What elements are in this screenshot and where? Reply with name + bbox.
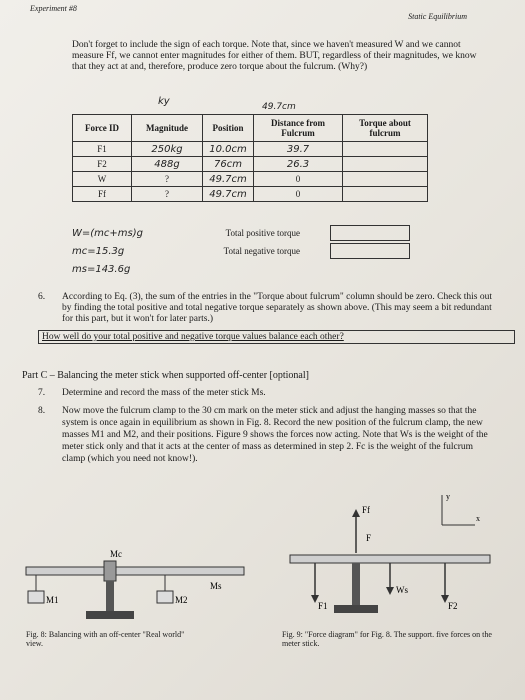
- label-f1: F1: [318, 601, 328, 611]
- step-text: Determine and record the mass of the meter stick Ms.: [62, 388, 266, 398]
- cell-id: W: [73, 172, 132, 187]
- header-topic: Static Equilibrium: [408, 12, 467, 21]
- cell-pos: 76cm: [203, 157, 254, 172]
- cell-torque[interactable]: [343, 142, 428, 157]
- question-text: How well do your total positive and negative torque values balance each other?: [42, 332, 344, 342]
- support-base: [334, 605, 378, 613]
- question-box[interactable]: [38, 330, 515, 344]
- col-magnitude: Magnitude: [132, 115, 203, 142]
- col-distance: Distance from Fulcrum: [254, 115, 343, 142]
- label-ws: Ws: [396, 585, 408, 595]
- step-number: 6.: [38, 292, 46, 302]
- cell-torque[interactable]: [343, 187, 428, 202]
- cell-mag: ?: [132, 187, 203, 202]
- table-row: [73, 187, 428, 202]
- label-x: x: [476, 514, 480, 523]
- cell-id: Ff: [73, 187, 132, 202]
- handwritten-mc: mc=15.3g: [72, 245, 125, 257]
- step-7: [38, 388, 266, 398]
- figure-8-diagram: [20, 535, 250, 635]
- cell-mag: 250kg: [132, 142, 203, 157]
- total-negative-input[interactable]: [330, 243, 410, 259]
- total-negative-label: Total negative torque: [223, 245, 300, 256]
- support-base: [86, 611, 134, 619]
- label-f2: F2: [448, 601, 458, 611]
- cell-pos: 49.7cm: [203, 187, 254, 202]
- col-position: Position: [203, 115, 254, 142]
- label-f: F: [366, 533, 372, 543]
- cell-mag: ?: [132, 172, 203, 187]
- table-row: [73, 142, 428, 157]
- label-ms: Ms: [210, 581, 222, 591]
- cell-torque[interactable]: [343, 157, 428, 172]
- meter-stick: [26, 567, 244, 575]
- table-row: [73, 157, 428, 172]
- handwritten-center: 49.7cm: [262, 102, 296, 112]
- cell-mag: 488g: [132, 157, 203, 172]
- label-y: y: [446, 492, 450, 501]
- cell-torque[interactable]: [343, 172, 428, 187]
- step-6: [38, 292, 496, 325]
- cell-id: F2: [73, 157, 132, 172]
- cell-id: F1: [73, 142, 132, 157]
- fulcrum-clamp: [104, 561, 116, 581]
- step-8: [38, 405, 498, 465]
- table-row: [73, 172, 428, 187]
- support-post: [352, 563, 360, 605]
- step-text: Now move the fulcrum clamp to the 30 cm mark on the meter stick and adjust the hanging masses so that the system is once again in equilibrium as shown in Fig. 8. Record the new position of the fulcrum clamp, the new masses M1 and M2, and their positions. Figure 9 shows the forces now acting. Note that Ws is the weight of the meter stick only and that it acts at the center of mass as determined in step 2. Fc is the weight of the fulcrum clamp (which you need not know!).: [62, 406, 488, 464]
- col-torque: Torque about fulcrum: [343, 115, 428, 142]
- torque-table: [72, 114, 428, 202]
- meter-stick: [290, 555, 490, 563]
- cell-dist: 0: [254, 172, 343, 187]
- arrow-ws-head: [386, 587, 394, 595]
- handwritten-ms: ms=143.6g: [72, 263, 131, 275]
- totals-block: [72, 224, 410, 278]
- col-force-id: Force ID: [73, 115, 132, 142]
- total-positive-label: Total positive torque: [225, 227, 300, 238]
- figure-8-caption: Fig. 8: Balancing with an off-center "Real world" view.: [26, 630, 185, 648]
- label-m2: M2: [175, 595, 188, 605]
- arrow-ff-head: [352, 509, 360, 517]
- part-c-heading: Part C – Balancing the meter stick when supported off-center [optional]: [22, 370, 309, 381]
- cell-dist: 0: [254, 187, 343, 202]
- table-header-row: [73, 115, 428, 142]
- cell-dist: 26.3: [254, 157, 343, 172]
- cell-pos: 49.7cm: [203, 172, 254, 187]
- step-text: According to Eq. (3), the sum of the entries in the "Torque about fulcrum" column should be zero. Check this out by finding the total positive and total negative torque separately as shown above. (This may seem a bit redundant for this part, but it won't for later parts.): [62, 292, 493, 324]
- label-ff: Ff: [362, 505, 371, 515]
- intro-paragraph: Don't forget to include the sign of each torque. Note that, since we haven't measured W and we cannot measure Ff, we cannot enter magnitudes for either of them. BUT, regardless of their magnitudes, we know that they act at and, therefore, produce zero torque about the fulcrum. (Why?): [72, 40, 477, 72]
- label-m1: M1: [46, 595, 59, 605]
- figure-9-diagram: [270, 485, 500, 635]
- support-post: [106, 581, 114, 611]
- cell-dist: 39.7: [254, 142, 343, 157]
- total-positive-input[interactable]: [330, 225, 410, 241]
- figure-9-caption: Fig. 9: "Force diagram" for Fig. 8. The support. five forces on the meter stick.: [282, 630, 492, 648]
- handwritten-unit-ky: ky: [158, 96, 170, 107]
- label-mc: Mc: [110, 549, 122, 559]
- handwritten-weight-eq: W=(mc+ms)g: [72, 227, 143, 239]
- cell-pos: 10.0cm: [203, 142, 254, 157]
- mass-m2: [157, 591, 173, 603]
- step-number: 7.: [38, 388, 46, 398]
- header-experiment: Experiment #8: [30, 4, 77, 13]
- mass-m1: [28, 591, 44, 603]
- step-number: 8.: [38, 406, 46, 416]
